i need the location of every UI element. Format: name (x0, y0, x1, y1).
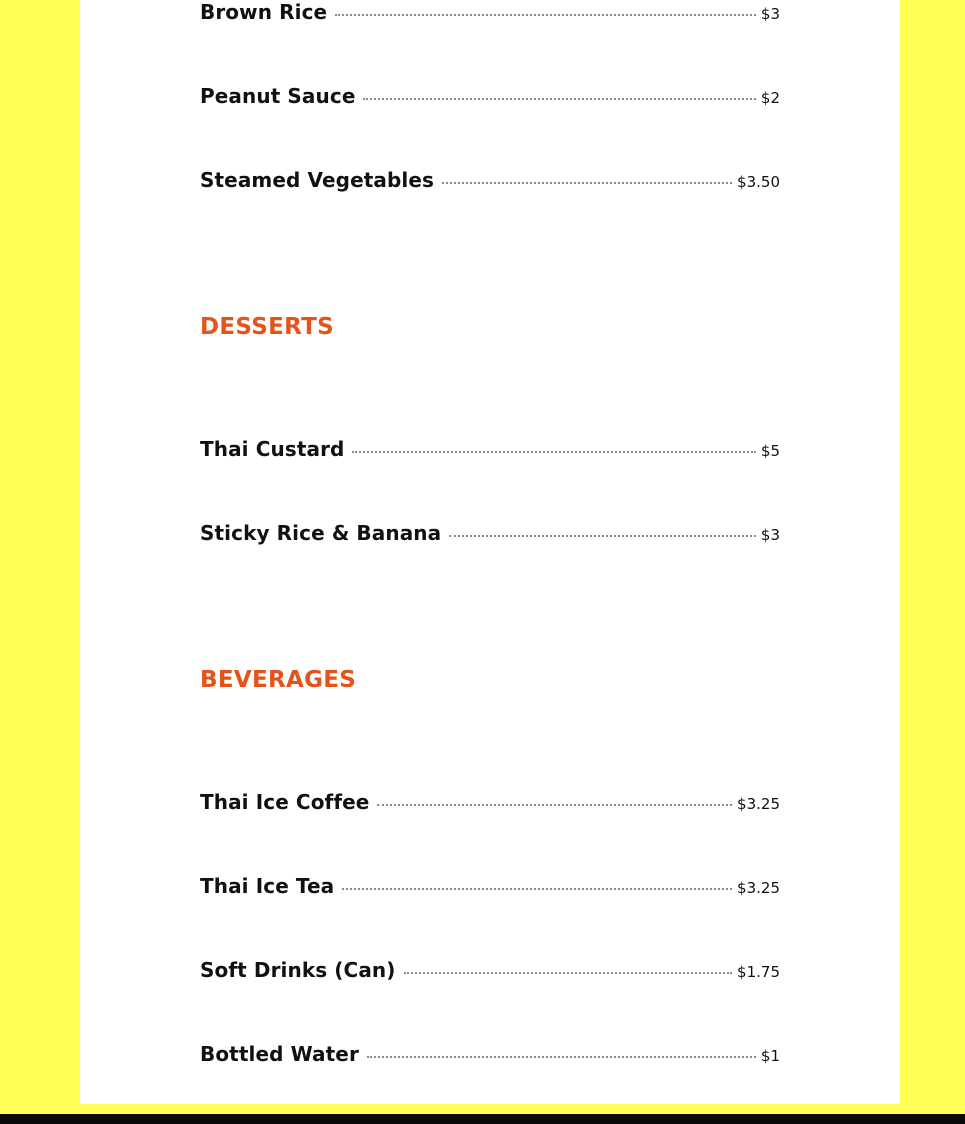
item-name: Thai Custard (200, 437, 345, 461)
item-price: $3.25 (737, 795, 780, 813)
menu-item-soft-drinks (200, 958, 780, 988)
menu-item-brown-rice (200, 0, 780, 30)
dot-leader (342, 888, 732, 890)
menu-item-thai-ice-coffee (200, 790, 780, 820)
dot-leader (449, 535, 756, 537)
item-price: $3 (760, 526, 780, 544)
menu-panel (80, 0, 900, 1104)
item-price: $3 (760, 5, 780, 23)
menu-item-bottled-water (200, 1042, 780, 1072)
dot-leader (367, 1056, 756, 1058)
menu-item-peanut-sauce (200, 84, 780, 114)
menu-item-thai-custard (200, 437, 780, 467)
dot-leader (335, 14, 756, 16)
item-price: $2 (760, 89, 780, 107)
item-name: Thai Ice Tea (200, 874, 335, 898)
item-price: $1 (760, 1047, 780, 1065)
dot-leader (442, 182, 732, 184)
item-name: Soft Drinks (Can) (200, 958, 396, 982)
section-title-beverages: BEVERAGES (200, 667, 357, 693)
item-price: $1.75 (737, 963, 780, 981)
item-name: Bottled Water (200, 1042, 359, 1066)
item-price: $5 (760, 442, 780, 460)
dot-leader (377, 804, 732, 806)
bottom-bar (0, 1114, 965, 1124)
section-title-desserts: DESSERTS (200, 314, 334, 340)
item-name: Peanut Sauce (200, 84, 356, 108)
menu-item-thai-ice-tea (200, 874, 780, 904)
item-name: Steamed Vegetables (200, 168, 435, 192)
item-price: $3.25 (737, 879, 780, 897)
dot-leader (352, 451, 755, 453)
menu-item-steamed-vegetables (200, 168, 780, 198)
item-price: $3.50 (737, 173, 780, 191)
dot-leader (404, 972, 733, 974)
item-name: Thai Ice Coffee (200, 790, 370, 814)
menu-item-sticky-rice-banana (200, 521, 780, 551)
item-name: Sticky Rice & Banana (200, 521, 442, 545)
item-name: Brown Rice (200, 0, 328, 24)
dot-leader (363, 98, 755, 100)
